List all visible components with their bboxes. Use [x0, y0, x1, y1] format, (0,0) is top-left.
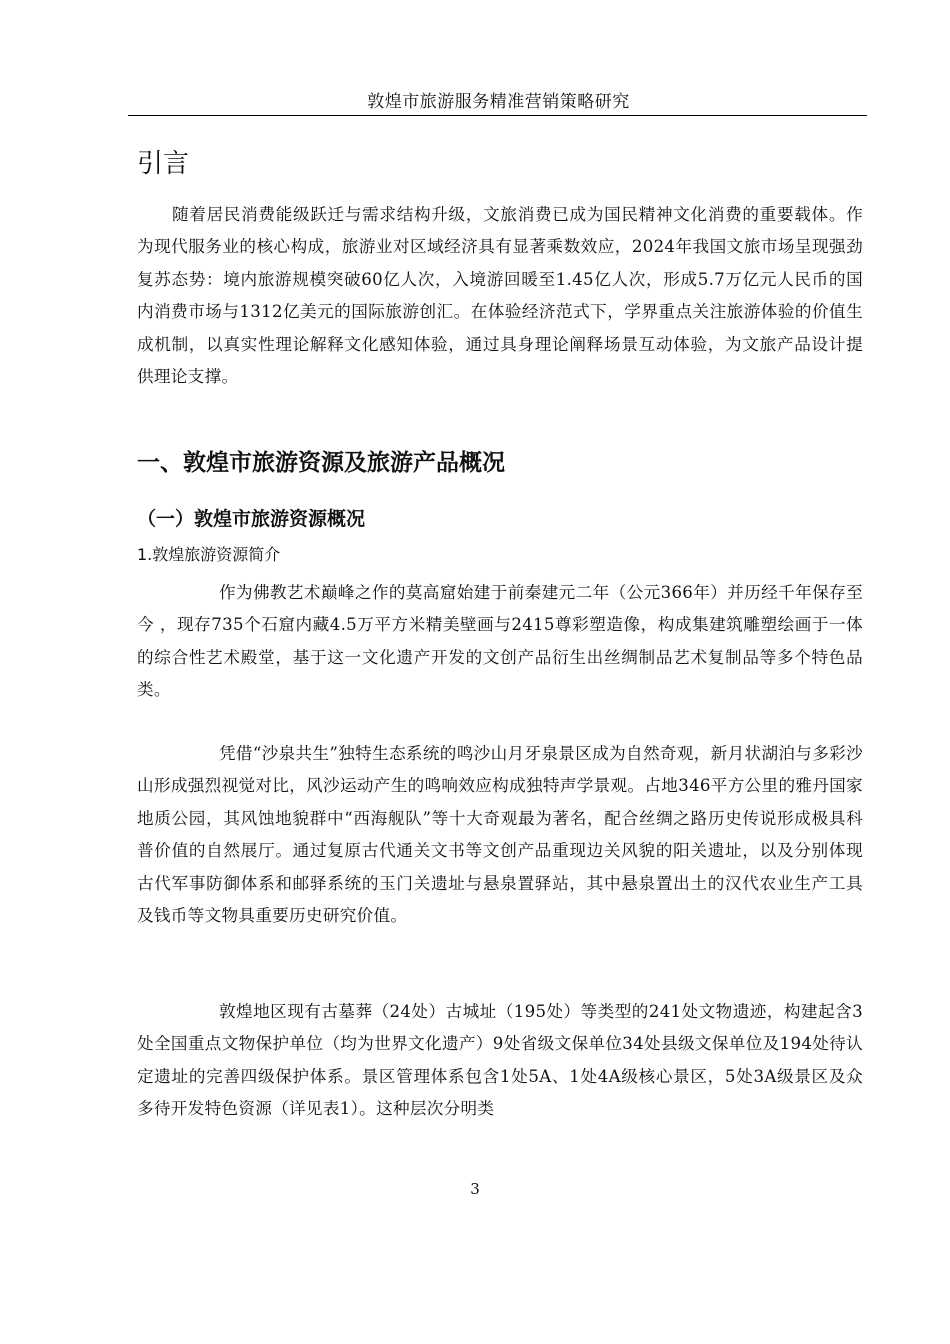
- intro-heading: 引言: [137, 149, 190, 179]
- chapter-heading: 一、敦煌市旅游资源及旅游产品概况: [137, 450, 505, 476]
- body-paragraph-mogao: 作为佛教艺术巅峰之作的莫高窟始建于前秦建元二年（公元366年）并历经千年保存至今 ，现存735个石窟内藏4.5万平方米精美壁画与2415尊彩塑造像，构成集建筑雕塑绘画于一体的综合性艺术殿堂，基于这一文化遗产开发的文创产品衍生出丝绸制品艺术复制品等多个特色品类。: [137, 583, 863, 700]
- body-paragraph-natural-sites: 凭借“沙泉共生”独特生态系统的鸣沙山月牙泉景区成为自然奇观，新月状湖泊与多彩沙山形成强烈视觉对比，风沙运动产生的鸣响效应构成独特声学景观。占地346平方公里的雅丹国家地质公园，其风蚀地貌群中“西海舰队”等十大奇观最为著名，配合丝绸之路历史传说形成极具科普价值的自然展厅。通过复原古代通关文书等文创产品重现边关风貌的阳关遗址，以及分别体现古代军事防御体系和邮驿系统的玉门关遗址与悬泉置驿站，其中悬泉置出土的汉代农业生产工具及钱币等文物具重要历史研究价值。: [137, 744, 863, 926]
- body-paragraph-heritage-system: 敦煌地区现有古墓葬（24处）古城址（195处）等类型的241处文物遗迹，构建起含3处全国重点文物保护单位（均为世界文化遗产）9处省级文保单位34处县级文保单位及194处待认定遗址的完善四级保护体系。景区管理体系包含1处5A、1处4A级核心景区，5处3A级景区及众多待开发特色资源（详见表1）。这种层次分明类: [137, 1002, 863, 1119]
- section-heading: （一）敦煌市旅游资源概况: [137, 508, 366, 530]
- running-header: 敦煌市旅游服务精准营销策略研究: [367, 92, 630, 112]
- header-divider: [128, 115, 867, 116]
- intro-paragraph: 随着居民消费能级跃迁与需求结构升级，文旅消费已成为国民精神文化消费的重要载体。作为现代服务业的核心构成，旅游业对区域经济具有显著乘数效应，2024年我国文旅市场呈现强劲复苏态势：境内旅游规模突破60亿人次，入境游回暖至1.45亿人次，形成5.7万亿元人民币的国内消费市场与1312亿美元的国际旅游创汇。在体验经济范式下，学界重点关注旅游体验的价值生成机制，以真实性理论解释文化感知体验，通过具身理论阐释场景互动体验，为文旅产品设计提供理论支撑。: [137, 205, 863, 387]
- page-number: 3: [470, 1180, 480, 1198]
- subsection-heading: 1.敦煌旅游资源简介: [137, 545, 281, 564]
